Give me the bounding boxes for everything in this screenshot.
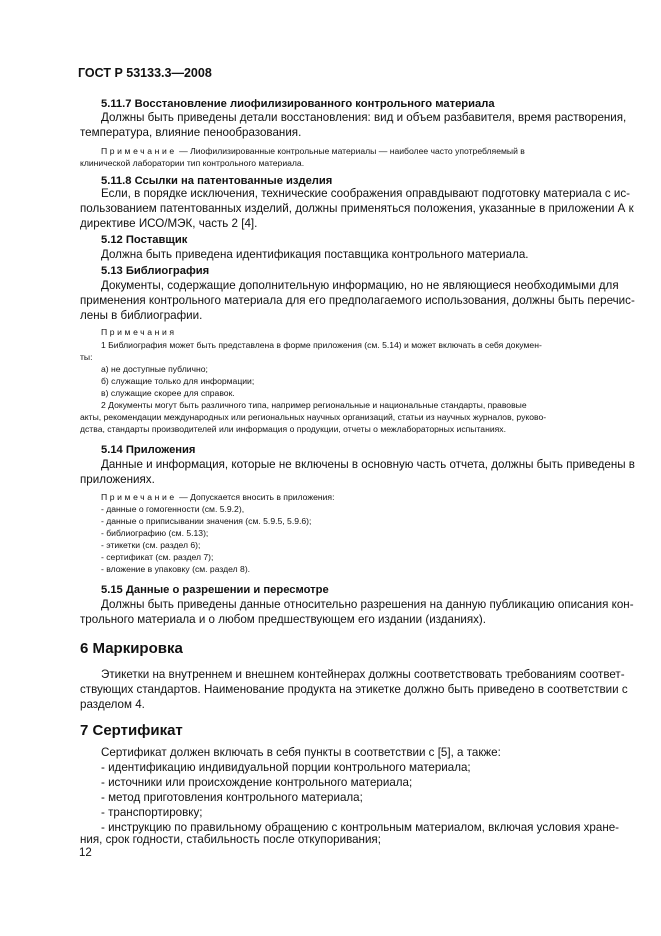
list-item: - вложение в упаковку (см. раздел 8). — [101, 564, 251, 574]
paragraph-line: Документы, содержащие дополнительную информацию, но не являющиеся необходимыми для — [101, 279, 619, 292]
note — [101, 491, 334, 503]
paragraph-line: пользованием патентованных изделий, должны применяться положения, указанные в приложении А к — [80, 202, 634, 215]
list-item: - инструкцию по правильному обращению с контрольным материалом, включая условия хране- — [101, 821, 620, 834]
paragraph-line: Должны быть приведены данные относительно разрешения на данную публикацию описания кон- — [101, 598, 634, 611]
notes-label: Примечания — [101, 327, 177, 337]
note-line: дства, стандарты производителей или информация о продукции, отчеты о межлабораторных испытаниях. — [80, 424, 506, 434]
list-item: - метод приготовления контрольного материала; — [101, 791, 363, 804]
section-7-heading: 7 Сертификат — [80, 722, 183, 739]
list-item: - источники или происхождение контрольного материала; — [101, 776, 413, 789]
list-item: - данные о гомогенности (см. 5.9.2), — [101, 504, 245, 514]
paragraph-line: Если, в порядке исключения, технические соображения оправдывают подготовку материала с ис- — [101, 187, 631, 200]
paragraph-line: Сертификат должен включать в себя пункты в соответствии с [5], а также: — [101, 746, 501, 759]
note-text: — Лиофилизированные контрольные материалы — наиболее часто употребляемый в — [176, 146, 525, 156]
paragraph-line: приложениях. — [80, 473, 155, 486]
paragraph-line: Этикетки на внутреннем и внешнем контейнерах должны соответствовать требованиям соответ- — [101, 668, 625, 681]
page-number: 12 — [79, 847, 92, 859]
list-item: - транспортировку; — [101, 806, 203, 819]
note — [101, 145, 525, 157]
note-text: — Допускается вносить в приложения: — [176, 492, 335, 502]
paragraph-line: лены в библиографии. — [80, 309, 203, 322]
note-label: Примечание — [101, 492, 177, 502]
section-5-11-7-heading: 5.11.7 Восстановление лиофилизированного контрольного материала — [101, 98, 495, 110]
section-5-15-heading: 5.15 Данные о разрешении и пересмотре — [101, 584, 329, 596]
note-label: Примечание — [101, 146, 177, 156]
paragraph-line: директиве ИСО/МЭК, часть 2 [4]. — [80, 217, 258, 230]
section-5-14-heading: 5.14 Приложения — [101, 444, 196, 456]
paragraph-line: трольного материала и о любом предшествующем его издании (изданиях). — [80, 613, 487, 626]
section-5-12-heading: 5.12 Поставщик — [101, 234, 188, 246]
paragraph-line: ния, срок годности, стабильность после откупоривания; — [80, 833, 381, 846]
document-header: ГОСТ Р 53133.3—2008 — [78, 66, 212, 80]
paragraph-line: Должны быть приведены детали восстановления: вид и объем разбавителя, время растворения, — [101, 111, 627, 124]
paragraph-line: температура, влияние пенообразования. — [80, 126, 302, 139]
note-line: б) служащие только для информации; — [101, 376, 255, 386]
paragraph-line: ствующих стандартов. Наименование продукта на этикетке должно быть приведено в соответствии с — [80, 683, 628, 696]
note-line: а) не доступные публично; — [101, 364, 208, 374]
note-line: акты, рекомендации международных или региональных научных организаций, статьи из научных журналов, руково- — [80, 412, 547, 422]
note-line: в) служащие скорее для справок. — [101, 388, 235, 398]
note-line: 1 Библиография может быть представлена в форме приложения (см. 5.14) и может включать в себя докумен- — [101, 340, 542, 350]
section-5-13-heading: 5.13 Библиография — [101, 265, 210, 277]
list-item: - идентификацию индивидуальной порции контрольного материала; — [101, 761, 471, 774]
section-6-heading: 6 Маркировка — [80, 640, 183, 657]
paragraph-line: Данные и информация, которые не включены в основную часть отчета, должны быть приведены в — [101, 458, 635, 471]
list-item: - библиографию (см. 5.13); — [101, 528, 209, 538]
list-item: - этикетки (см. раздел 6); — [101, 540, 201, 550]
paragraph-line: Должна быть приведена идентификация поставщика контрольного материала. — [101, 248, 529, 261]
paragraph-line: применения контрольного материала для его предполагаемого использования, должны быть перечис- — [80, 294, 635, 307]
list-item: - сертификат (см. раздел 7); — [101, 552, 214, 562]
note-line: клинической лаборатории тип контрольного материала. — [80, 158, 305, 168]
note-line: 2 Документы могут быть различного типа, например региональные и национальные стандарты, правовые — [101, 400, 527, 410]
paragraph-line: разделом 4. — [80, 698, 145, 711]
list-item: - данные о приписывании значения (см. 5.9.5, 5.9.6); — [101, 516, 312, 526]
section-5-11-8-heading: 5.11.8 Ссылки на патентованные изделия — [101, 175, 333, 187]
note-line: ты: — [80, 352, 93, 362]
